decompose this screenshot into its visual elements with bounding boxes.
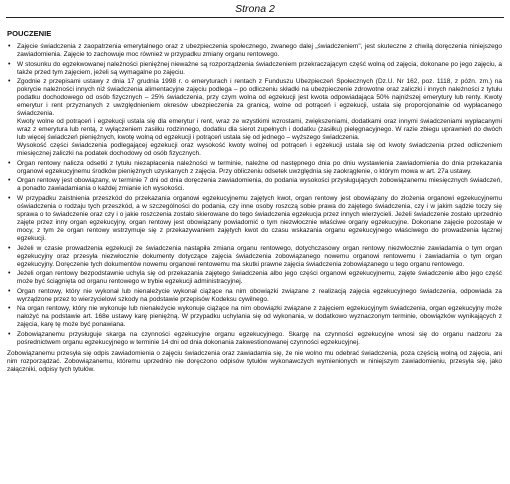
bullet-icon: • [8,330,11,338]
bullet-icon: • [8,177,11,185]
list-item [7,331,502,347]
list-item [7,61,502,77]
instructions-list [7,43,502,347]
list-item [7,270,502,286]
list-item-text: Jeżeli w czasie prowadzenia egzekucji ze świadczenia nastąpiła zmiana organu rentowego, dotychczasowy organ rentowy niezwłocznie zawiadamia o tym organ egzekucyjny oraz przesyła niezwłocznie dokumenty dotyczące zajęcia świadczenia zobowiązanego nowemu organowi rentowemu i zawiadamia o tym organ egzekucyjny. Doręczenie tych dokumentów nowemu organowi rentowemu ma skutki prawne zajęcia świadczenia zobowiązanego u tego organu rentowego. [17,244,502,268]
list-item-text: Na organ rentowy, który nie wykonuje lub nienależycie wykonuje ciążące na nim obowiązki związane z zajęciem egzekucyjnym świadczenia, organ egzekucyjny może nałożyć na podstawie art. 168e ustawy karę pieniężną. W przypadku uchylania się od wykonania, w dodatkowo wyznaczonym terminie, obowiązków wynikających z zajęcia, karę tę może być ponawiana. [17,305,502,329]
list-item-text: W stosunku do egzekwowanej należności pieniężnej nieważne są rozporządzenia świadczeniem przekraczającym część wolną od zajęcia, dokonane po jego zajęciu, a także przed tym zajęciem, jeżeli są wymagalne po zajęciu. [17,60,502,76]
list-item-text: Organ rentowy, który nie wykonał lub nienależycie wykonał ciążące na nim obowiązki związane z realizacją zajęcia egzekucyjnego świadczenia, odpowiada za wyrządzone przez to wierzycielowi szkody na podstawie przepisów Kodeksu cywilnego. [17,287,502,303]
list-item [7,160,502,176]
list-item [7,195,502,243]
section-title: POUCZENIE [7,29,52,38]
list-item [7,288,502,304]
list-item [7,177,502,193]
list-item-text: Zgodnie z przepisami ustawy z dnia 17 grudnia 1998 r. o emeryturach i rentach z Funduszu Ubezpieczeń Społecznych (Dz.U. Nr 162, poz. 1118, z późn. zm.) na pokrycie należności innych niż świadczenia alimentacyjne zajęciu podlega – po odliczeniu składki na ubezpieczenie zdrowotne oraz zaliczki i innych należności z tytułu podatku dochodowego od osób fizycznych – 25% świadczenia, przy czym wolna od egzekucji jest kwota odpowiadająca 50% najniższej emerytury lub renty. Kwoty emerytur i rent przyznanych z uwzględnieniem okresów ubezpieczenia za granicą, wolne od potrąceń i egzekucji, ustala się proporcjonalnie od wypłacanego świadczenia. [17,78,502,118]
list-item-text: Organ rentowy jest obowiązany, w terminie 7 dni od dnia doręczenia zawiadomienia, do podania wysokości przysługujących zobowiązanemu miesięcznych świadczeń, a ponadto zawiadamiania o każdej zmianie ich wysokości. [17,177,502,193]
list-item-subparagraph: Wysokość części świadczenia podlegającej egzekucji oraz wysokość kwoty wolnej od potrąceń i egzekucji ustala się od kwoty świadczenia przed odliczeniem miesięcznej zaliczki na podatek dochodowy od osób fizycznych. [17,142,502,158]
list-item-subparagraph: Kwoty wolne od potrąceń i egzekucji ustala się dla emerytur i rent, wraz ze wzystkimi wzrostami, zwiększeniami, dodatkami oraz innymi świadczeniami wypłacanymi wraz z emerytura lub rentą, z wyłączeniem zasiłku rodzinnego, dodatku dla sierot zupełnych i dodatku (zasiłku) pielęgnacyjnego. W razie zbiegu uprawnień do dwóch lub więcej świadczeń pieniężnych, kwotę wolną od egzekucji i potrąceń ustala się od jednego – wyższego świadczenia. [17,118,502,142]
closing-paragraph: Zobowiązanemu przesyła się odpis zawiadomienia o zajęciu świadczenia oraz zawiadamia się, że nie wolno mu odebrać świadczenia, poza częścią wolną od zajęcia, ani nim rozporządzać. Zobowiązanemu, któremu uprzednio nie doręczono odpisów tytułów wykonawczych wymienionych w niniejszym zawiadomieniu, przesyła się, jako załączniki, odpisy tych tytułów. [7,349,502,373]
list-item-text: Organ rentowy nalicza odsetki z tytułu niezapłacenia należności w terminie, należne od następnego dnia po dniu wystawienia zawiadomienia do dnia przekazania organowi egzekucyjnemu środków pieniężnych uzyskanych z zajęcia. Przy obliczeniu odsetek uwzględnia się zaokrąglenie, o którym mowa w art. 27a ustawy. [17,159,502,175]
bullet-icon: • [8,244,11,252]
bullet-icon: • [8,43,11,50]
list-item [7,78,502,158]
list-item-text: Zobowiązanemu przysługuje skarga na czynności egzekucyjne organu egzekucyjnego. Skargę na czynności egzekucyjne wnosi się do organu nadzoru za pośrednictwem organu egzekucyjnego w terminie 14 dni od dnia dokonania zakwestionowanej czynności egzekucyjnej. [17,330,502,346]
bullet-icon: • [8,287,11,295]
bullet-icon: • [8,194,11,202]
bullet-icon: • [8,305,11,313]
instructions-content [7,43,502,374]
list-item [7,305,502,329]
bullet-icon: • [8,78,11,86]
list-item-text: Jeżeli organ rentowy bezpodstawnie uchyla się od przekazania zajętego świadczenia albo jego części organowi egzekucyjnemu, zajęte świadczenie albo jego część może być ściągnięta od organu rentowego w trybie egzekucji administracyjnej. [17,270,502,286]
list-item-text: W przypadku zaistnienia przeszkód do przekazania organowi egzekucyjnemu zajętych kwot, organ rentowy jest obowiązany do złożenia organowi egzekucyjnemu oświadczenia o rodzaju tych przeszkód, a w szczególności do podania, czy inne osoby roszczą sobie prawa do zajętego świadczenia, czy i w jakim sądzie toczy się sprawa o to świadczenie oraz czy i o jakie roszczenia zostało skierowane do tego świadczenia egzekucja przez innych wierzycieli. Jeżeli świadczenie zostało uprzednio zajęte przez inny organ egzekucyjny, organ rentowy jest obowiązany powiadomić o tym niezwłocznie właściwe organy egzekucyjne. Dokonane zajęcie pozostaje w mocy, z tym że organ rentowy wstrzymuje się z przekazywaniem zajętych kwot do czasu wskazania organu egzekucyjnego właściwego do prowadzenia łącznej egzekucji. [17,194,502,242]
list-item-text: Zajęcie świadczenia z zaopatrzenia emerytalnego oraz z ubezpieczenia społecznego, zwanego dalej „świadczeniem", jest skuteczne z chwilą doręczenia niniejszego zawiadomienia. Zajęcie to zachowuje moc również w przypadku zmiany organu rentowego. [17,43,502,58]
bullet-icon: • [8,159,11,167]
page-number-header: Strona 2 [235,3,275,15]
header-divider [6,17,504,18]
bullet-icon: • [8,270,11,278]
bullet-icon: • [8,60,11,68]
list-item [7,43,502,59]
list-item [7,245,502,269]
